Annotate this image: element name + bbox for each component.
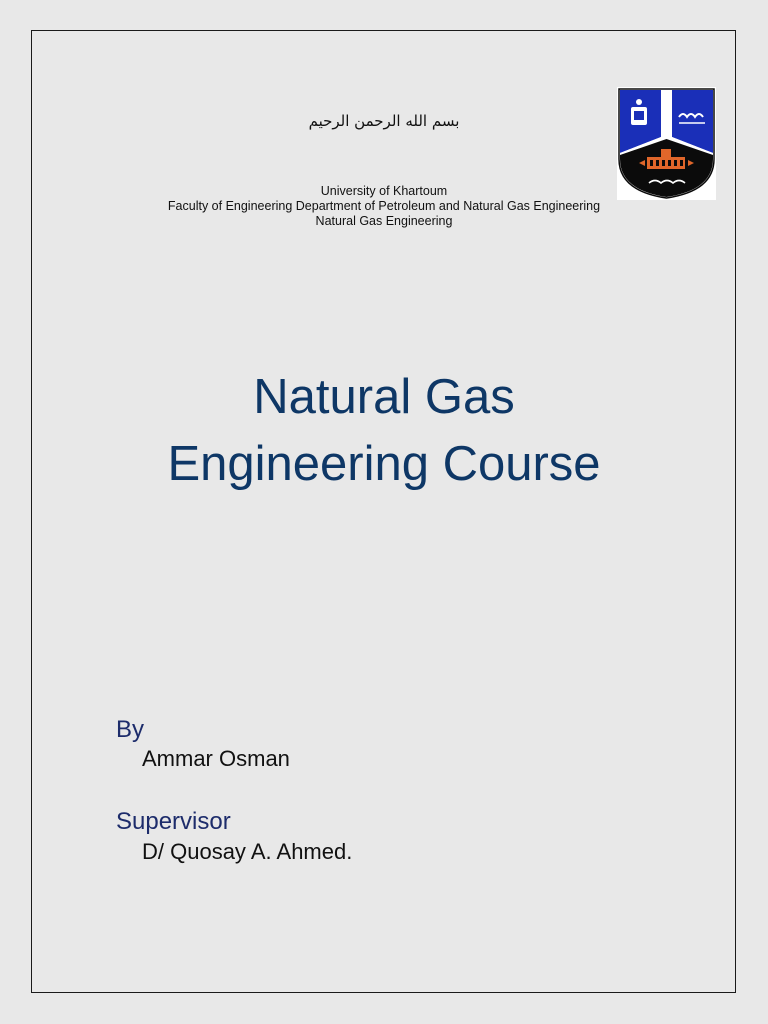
- faculty-department: Faculty of Engineering Department of Petroleum and Natural Gas Engineering: [167, 199, 601, 213]
- university-name: University of Khartoum: [320, 184, 448, 198]
- title-line-1: Natural Gas: [253, 370, 515, 424]
- author-name: Ammar Osman: [142, 746, 290, 771]
- supervisor-name: D/ Quosay A. Ahmed.: [142, 839, 353, 864]
- author-label: By: [116, 716, 145, 743]
- university-crest-logo: [617, 87, 716, 200]
- bismillah-text: بسم الله الرحمن الرحيم: [308, 112, 460, 130]
- program-name: Natural Gas Engineering: [315, 214, 453, 228]
- document-title: [0, 364, 768, 498]
- title-line-2: Engineering Course: [167, 437, 601, 491]
- supervisor-label: Supervisor: [116, 808, 231, 835]
